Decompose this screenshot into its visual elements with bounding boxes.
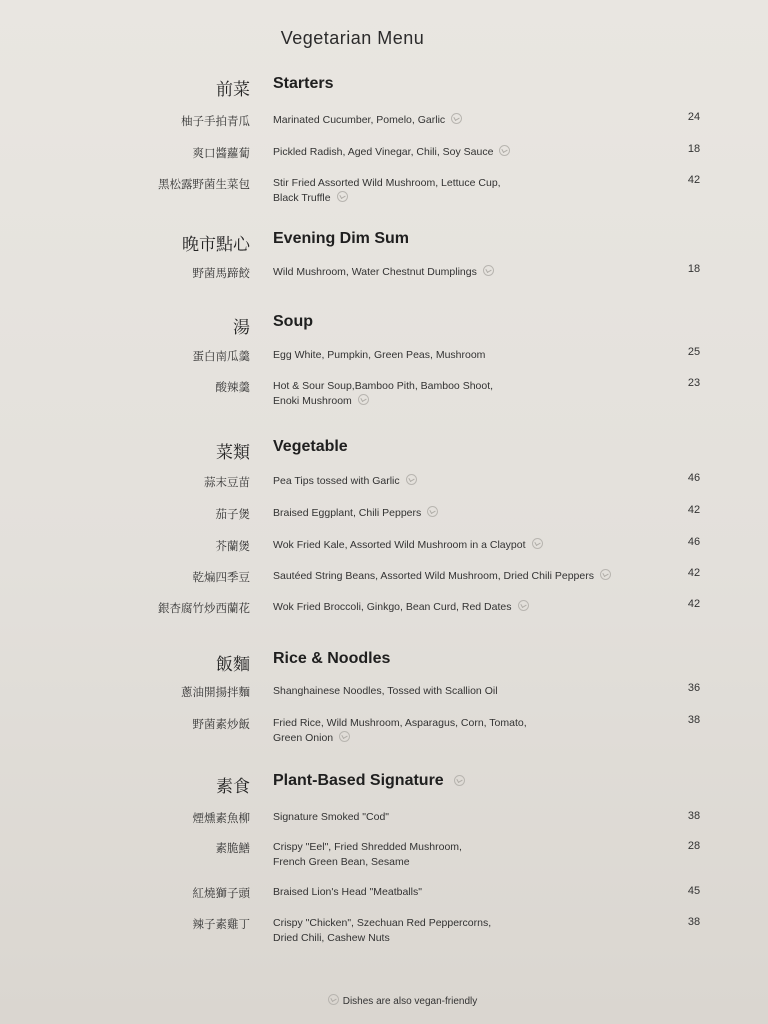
item-price: 23 bbox=[687, 377, 701, 389]
section-title-zh: 菜類 bbox=[216, 443, 250, 463]
item-price: 46 bbox=[687, 536, 701, 548]
item-price: 42 bbox=[687, 504, 701, 516]
vegan-icon bbox=[339, 731, 350, 742]
item-description: Wild Mushroom, Water Chestnut Dumplings bbox=[273, 265, 633, 280]
item-price: 42 bbox=[687, 174, 701, 186]
item-name-zh: 蔥油開揚拌麵 bbox=[181, 685, 250, 699]
item-description: Braised Lion's Head "Meatballs" bbox=[273, 886, 422, 898]
vegan-icon bbox=[358, 394, 369, 405]
vegan-legend-text: Dishes are also vegan-friendly bbox=[342, 996, 478, 1007]
item-price: 45 bbox=[687, 885, 701, 897]
item-description: Fried Rice, Wild Mushroom, Asparagus, Corn, Tomato, Green Onion bbox=[273, 717, 527, 744]
item-description: Braised Eggplant, Chili Peppers bbox=[273, 506, 633, 521]
item-price: 38 bbox=[687, 916, 701, 928]
item-description: Wok Fried Broccoli, Ginkgo, Bean Curd, Red Dates bbox=[273, 600, 633, 615]
item-name-zh: 銀杏腐竹炒西蘭花 bbox=[158, 601, 250, 615]
item-description: Sautéed String Beans, Assorted Wild Mushroom, Dried Chili Peppers bbox=[273, 569, 673, 584]
item-description: Crispy "Eel", Fried Shredded Mushroom, French Green Bean, Sesame bbox=[273, 841, 462, 868]
item-name-zh: 黑松露野菌生菜包 bbox=[158, 177, 250, 191]
item-description: Stir Fried Assorted Wild Mushroom, Lettuce Cup, Black Truffle bbox=[273, 177, 501, 204]
vegan-icon bbox=[328, 994, 339, 1005]
vegan-icon bbox=[483, 265, 494, 276]
vegan-icon bbox=[337, 191, 348, 202]
vegan-icon bbox=[451, 113, 462, 124]
vegan-legend bbox=[0, 994, 768, 1007]
item-price: 24 bbox=[687, 111, 701, 123]
section-title-zh: 素食 bbox=[216, 777, 250, 797]
item-name-zh: 柚子手拍青瓜 bbox=[181, 114, 250, 128]
section-title-zh: 晚市點心 bbox=[182, 235, 250, 255]
item-name-zh: 乾煸四季豆 bbox=[192, 570, 250, 584]
item-description: Crispy "Chicken", Szechuan Red Peppercorns, Dried Chili, Cashew Nuts bbox=[273, 917, 492, 944]
section-heading-dim-sum bbox=[0, 230, 768, 256]
vegan-icon bbox=[518, 600, 529, 611]
item-price: 42 bbox=[687, 567, 701, 579]
item-name-zh: 紅燒獅子頭 bbox=[192, 886, 250, 900]
item-price: 18 bbox=[687, 143, 701, 155]
section-heading-plant-based bbox=[0, 772, 768, 798]
item-price: 18 bbox=[687, 263, 701, 275]
section-title-en: Evening Dim Sum bbox=[273, 230, 410, 247]
section-heading-starters bbox=[0, 75, 768, 101]
item-price: 36 bbox=[687, 682, 701, 694]
item-name-zh: 野菌馬蹄餃 bbox=[192, 266, 250, 280]
item-price: 46 bbox=[687, 472, 701, 484]
vegan-icon bbox=[406, 474, 417, 485]
menu-title: Vegetarian Menu bbox=[280, 28, 425, 48]
section-title-en: Plant-Based Signature bbox=[273, 772, 465, 790]
item-price: 38 bbox=[687, 714, 701, 726]
item-price: 25 bbox=[687, 346, 701, 358]
item-name-zh: 煙燻素魚柳 bbox=[192, 811, 250, 825]
section-heading-soup bbox=[0, 313, 768, 339]
item-price: 28 bbox=[687, 840, 701, 852]
item-description: Marinated Cucumber, Pomelo, Garlic bbox=[273, 113, 633, 128]
item-description: Egg White, Pumpkin, Green Peas, Mushroom bbox=[273, 349, 486, 361]
item-description: Wok Fried Kale, Assorted Wild Mushroom in a Claypot bbox=[273, 538, 633, 553]
section-title-en: Starters bbox=[273, 75, 334, 92]
item-price: 42 bbox=[687, 598, 701, 610]
item-description: Signature Smoked "Cod" bbox=[273, 811, 390, 823]
vegan-icon bbox=[600, 569, 611, 580]
item-description: Hot & Sour Soup,Bamboo Pith, Bamboo Shoot, Enoki Mushroom bbox=[273, 380, 494, 407]
item-name-zh: 芥蘭煲 bbox=[215, 539, 250, 553]
vegan-icon bbox=[532, 538, 543, 549]
item-description: Pickled Radish, Aged Vinegar, Chili, Soy Sauce bbox=[273, 145, 633, 160]
item-name-zh: 蛋白南瓜羹 bbox=[192, 349, 250, 363]
section-title-en: Vegetable bbox=[273, 438, 348, 455]
item-description: Shanghainese Noodles, Tossed with Scallion Oil bbox=[273, 685, 498, 697]
item-name-zh: 蒜末豆苗 bbox=[204, 475, 250, 489]
item-description: Pea Tips tossed with Garlic bbox=[273, 474, 633, 489]
item-name-zh: 茄子煲 bbox=[215, 507, 250, 521]
section-title-zh: 飯麵 bbox=[216, 655, 250, 675]
section-title-en: Soup bbox=[273, 313, 313, 330]
section-title-zh: 前菜 bbox=[216, 80, 250, 100]
section-heading-rice-noodles bbox=[0, 650, 768, 676]
section-heading-vegetable bbox=[0, 438, 768, 464]
item-name-zh: 野菌素炒飯 bbox=[192, 717, 250, 731]
item-name-zh: 爽口醬蘿蔔 bbox=[192, 146, 250, 160]
section-title-en: Rice & Noodles bbox=[273, 650, 391, 667]
item-name-zh: 素脆鱔 bbox=[215, 841, 250, 855]
item-name-zh: 辣子素雞丁 bbox=[192, 917, 250, 931]
vegan-icon bbox=[454, 775, 465, 786]
item-name-zh: 酸辣羹 bbox=[215, 380, 250, 394]
vegan-icon bbox=[427, 506, 438, 517]
vegan-icon bbox=[499, 145, 510, 156]
item-price: 38 bbox=[687, 810, 701, 822]
section-title-zh: 湯 bbox=[233, 318, 250, 338]
